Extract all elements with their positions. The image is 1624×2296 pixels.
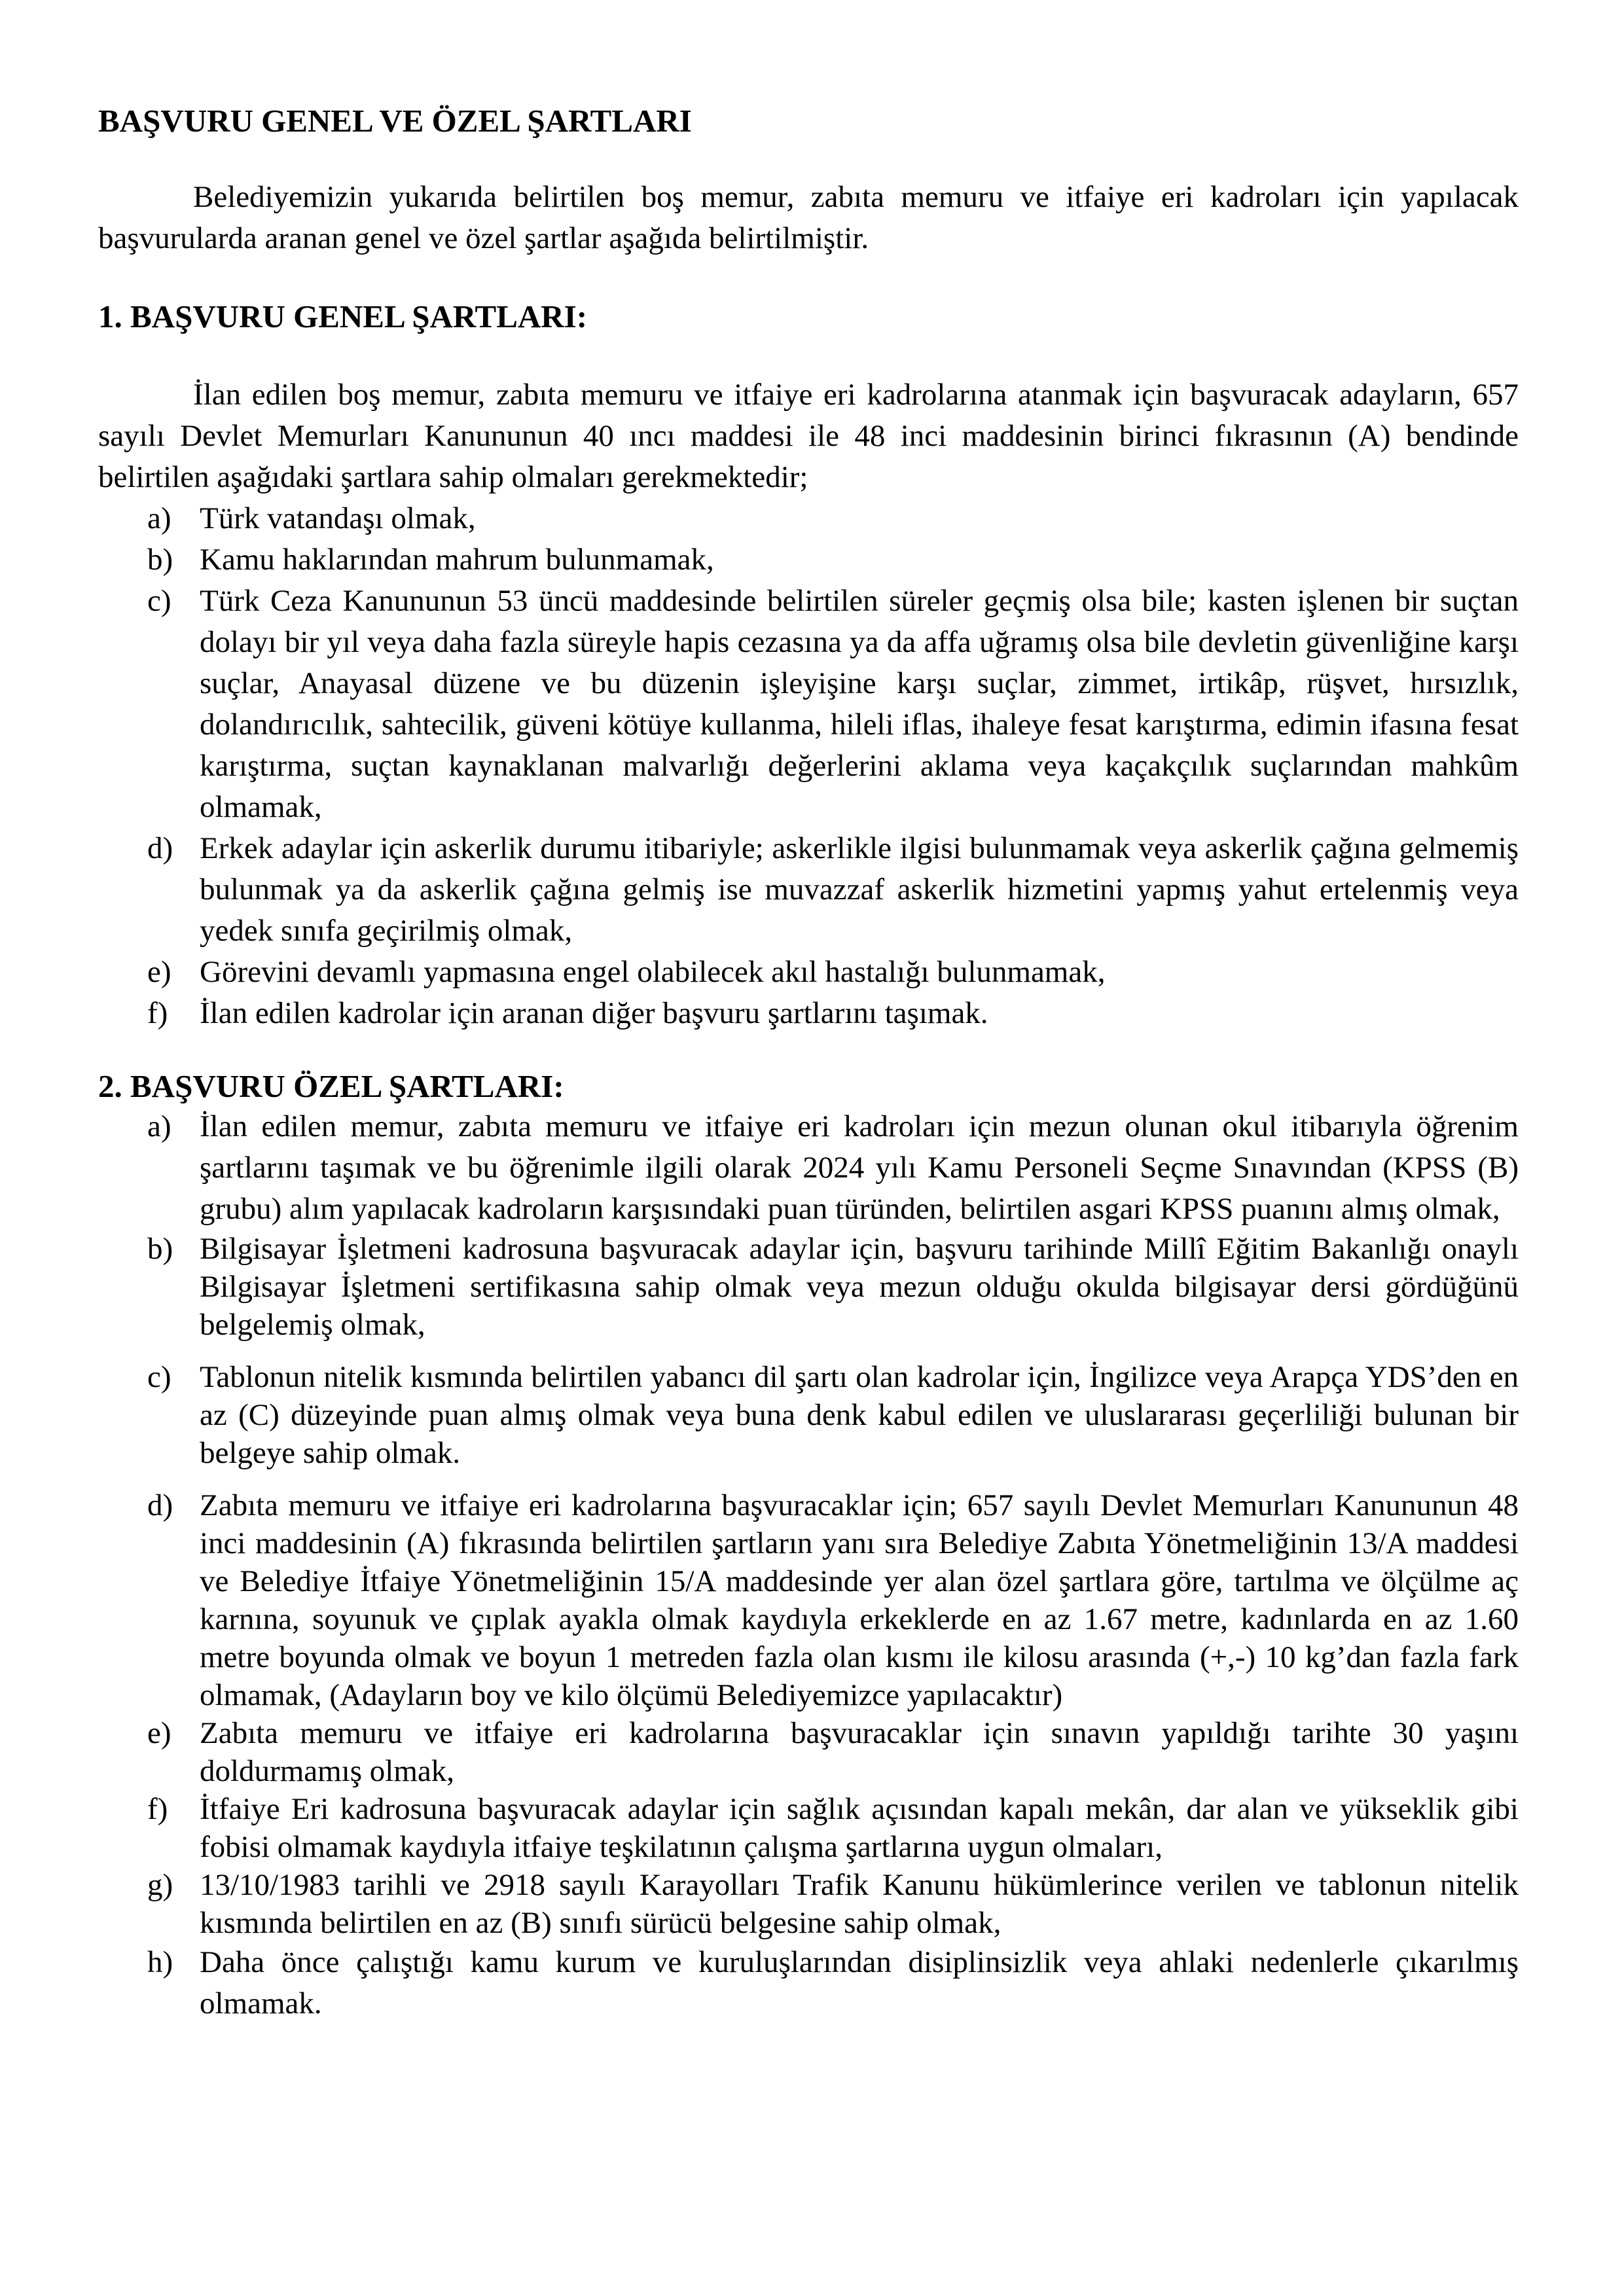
list-item [98,1486,1519,1714]
list-item [98,993,1519,1034]
list-item [98,539,1519,581]
list-marker: g) [147,1868,173,1902]
list-marker: a) [147,501,171,535]
list-item [98,952,1519,993]
document-title: BAŞVURU GENEL VE ÖZEL ŞARTLARI [98,103,692,139]
list-item [98,1230,1519,1344]
list-marker: d) [147,831,173,865]
list-item-text: İtfaiye Eri kadrosuna başvuracak adaylar için sağlık açısından kapalı mekân, dar alan ve yükseklik gibi fobisi olmamak kaydıyla itfaiye teşkilatının çalışma şartlarına uygun olmaları, [200,1792,1519,1864]
list-item [98,1942,1519,2024]
intro-paragraph: Belediyemizin yukarıda belirtilen boş memur, zabıta memuru ve itfaiye eri kadroları için yapılacak başvurularda aranan genel ve özel şartlar aşağıda belirtilmiştir. [98,180,1519,255]
list-marker: d) [147,1488,173,1522]
list-item [98,1106,1519,1230]
list-item [98,1866,1519,1942]
list-marker: f) [147,996,168,1030]
list-marker: a) [147,1109,171,1143]
list-marker: h) [147,1945,173,1979]
list-marker: f) [147,1792,168,1826]
list-item-text: Türk vatandaşı olmak, [200,501,476,535]
list-item-text: İlan edilen memur, zabıta memuru ve itfaiye eri kadroları için mezun olunan okul itibarıyla öğrenim şartlarını taşımak ve bu öğrenimle ilgili olarak 2024 yılı Kamu Personeli Seçme Sınavından (KPSS (B) grubu) alım yapılacak kadroların karşısındaki puan türünden, belirtilen asgari KPSS puanını almış olmak, [200,1109,1519,1226]
section-1-heading: 1. BAŞVURU GENEL ŞARTLARI: [98,298,588,334]
list-item-text: Zabıta memuru ve itfaiye eri kadrolarına başvuracaklar için; 657 sayılı Devlet Memurları Kanununun 48 inci maddesinin (A) fıkrasında belirtilen şartların yanı sıra Belediye Zabıta Yönetmeliğinin 13/A maddesi ve Belediye İtfaiye Yönetmeliğinin 15/A maddesinde yer alan özel şartlara göre, tartılma ve ölçülme aç karnına, soyunuk ve çıplak ayakla olmak kaydıyla erkeklerde en az 1.67 metre, kadınlarda en az 1.60 metre boyunda olmak ve boyun 1 metreden fazla olan kısmı ile kilosu arasında (+,-) 10 kg’dan fazla fark olmamak, (Adayların boy ve kilo ölçümü Belediyemizce yapılacaktır) [200,1488,1519,1712]
list-item-text: Türk Ceza Kanununun 53 üncü maddesinde belirtilen süreler geçmiş olsa bile; kasten işlenen bir suçtan dolayı bir yıl veya daha fazla süreyle hapis cezasına ya da affa uğramış olsa bile devletin güvenliğine karşı suçlar, Anayasal düzene ve bu düzenin işleyişine karşı suçlar, zimmet, irtikâp, rüşvet, hırsızlık, dolandırıcılık, sahtecilik, güveni kötüye kullanma, hileli iflas, ihaleye fesat karıştırma, edimin ifasına fesat karıştırma, suçtan kaynaklanan malvarlığı değerlerini aklama veya kaçakçılık suçlarından mahkûm olmamak, [200,584,1519,824]
list-marker: e) [147,1716,171,1750]
list-marker: b) [147,1232,173,1266]
list-item [98,828,1519,952]
list-item-text: 13/10/1983 tarihli ve 2918 sayılı Karayolları Trafik Kanunu hükümlerince verilen ve tablonun nitelik kısmında belirtilen en az (B) sınıfı sürücü belgesine sahip olmak, [200,1868,1519,1940]
general-conditions-list [98,498,1519,1034]
list-item-text: İlan edilen kadrolar için aranan diğer başvuru şartlarını taşımak. [200,996,988,1030]
list-item-text: Daha önce çalıştığı kamu kurum ve kuruluşlarından disiplinsizlik veya ahlaki nedenlerle çıkarılmış olmamak. [200,1945,1519,2020]
list-item-text: Görevini devamlı yapmasına engel olabilecek akıl hastalığı bulunmamak, [200,955,1106,989]
list-item [98,1714,1519,1790]
list-item-text: Tablonun nitelik kısmında belirtilen yabancı dil şartı olan kadrolar için, İngilizce veya Arapça YDS’den en az (C) düzeyinde puan almış olmak veya buna denk kabul edilen ve uluslararası geçerliliği bulunan bir belgeye sahip olmak. [200,1360,1519,1470]
list-item [98,581,1519,828]
special-conditions-list [98,1106,1519,2024]
section-1-paragraph: İlan edilen boş memur, zabıta memuru ve itfaiye eri kadrolarına atanmak için başvuracak adayların, 657 sayılı Devlet Memurları Kanununun 40 ıncı maddesi ile 48 inci maddesinin birinci fıkrasının (A) bendinde belirtilen aşağıdaki şartlara sahip olmaları gerekmektedir; [98,378,1519,494]
list-marker: b) [147,543,173,577]
list-item [98,498,1519,539]
list-marker: e) [147,955,171,989]
document-page [98,88,1519,2024]
list-item-text: Kamu haklarından mahrum bulunmamak, [200,543,714,577]
list-item [98,1790,1519,1866]
list-marker: c) [147,584,171,618]
list-item-text: Bilgisayar İşletmeni kadrosuna başvuracak adaylar için, başvuru tarihinde Millî Eğitim Bakanlığı onaylı Bilgisayar İşletmeni sertifikasına sahip olmak veya mezun olduğu okulda bilgisayar dersi gördüğünü belgelemiş olmak, [200,1232,1519,1342]
list-item [98,1358,1519,1472]
list-item-text: Zabıta memuru ve itfaiye eri kadrolarına başvuracaklar için sınavın yapıldığı tarihte 30 yaşını doldurmamış olmak, [200,1716,1519,1788]
list-item-text: Erkek adaylar için askerlik durumu itibariyle; askerlikle ilgisi bulunmamak veya askerlik çağına gelmemiş bulunmak ya da askerlik çağına gelmiş ise muvazzaf askerlik hizmetini yapmış yahut ertelenmiş veya yedek sınıfa geçirilmiş olmak, [200,831,1519,948]
section-2-heading: 2. BAŞVURU ÖZEL ŞARTLARI: [98,1068,564,1104]
list-marker: c) [147,1360,171,1394]
